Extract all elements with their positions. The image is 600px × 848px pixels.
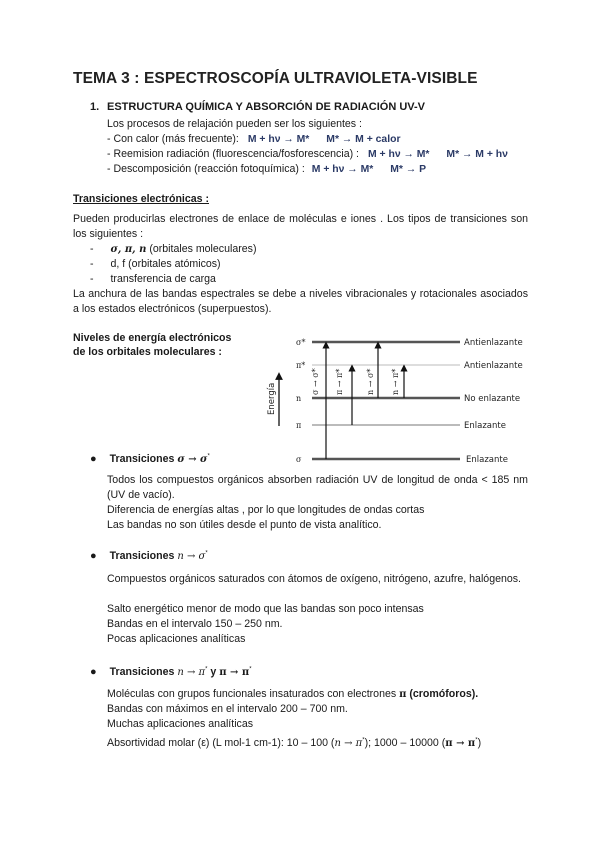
- transition-label: n → π*: [391, 368, 400, 395]
- level-label: Antienlazante: [464, 338, 523, 348]
- list-dash: -: [90, 243, 94, 255]
- process-row: [107, 147, 508, 162]
- list-item: [90, 257, 221, 272]
- level-label: Enlazante: [464, 421, 506, 431]
- orbital-symbols: σ, π, n: [110, 244, 147, 255]
- heading-conjunction: y: [207, 666, 220, 678]
- list-text: (orbitales moleculares): [149, 243, 257, 255]
- subsection-heading: Transiciones electrónicas :: [73, 193, 210, 205]
- text-line: Pocas aplicaciones analíticas: [107, 633, 246, 645]
- text-line: Bandas con máximos en el intervalo 200 – 700 nm.: [107, 703, 348, 715]
- text-line: Bandas en el intervalo 150 – 250 nm.: [107, 618, 283, 630]
- expression: n → π: [334, 738, 363, 749]
- star-superscript: *: [249, 666, 252, 673]
- process-label: - Reemision radiación (fluorescencia/fosforescencia) :: [107, 148, 360, 160]
- page-title: TEMA 3 : ESPECTROSCOPÍA ULTRAVIOLETA-VISIBLE: [73, 70, 478, 87]
- text-line: Las bandas no son útiles desde el punto de vista analítico.: [107, 519, 382, 531]
- list-item: [90, 272, 216, 287]
- heading-expression: σ → σ: [177, 454, 208, 465]
- process-row: [107, 132, 401, 147]
- star-superscript: *: [205, 550, 208, 557]
- text-line: Muchas aplicaciones analíticas: [107, 718, 254, 730]
- level-symbol: n: [296, 394, 302, 403]
- level-label: Enlazante: [466, 455, 508, 465]
- intro-text: Los procesos de relajación pueden ser los siguientes :: [107, 118, 362, 130]
- level-label: No enlazante: [464, 394, 521, 404]
- list-dash: -: [90, 273, 94, 285]
- heading-expression: n → σ: [177, 551, 206, 562]
- expression: π → π: [445, 738, 476, 749]
- process-equation: M* → P: [390, 164, 427, 175]
- star-superscript: *: [475, 737, 478, 744]
- bullet-heading: [90, 452, 210, 467]
- paragraph: La anchura de las bandas espectrales se debe a niveles vibracionales y rotacionales asociados a los estados electrónicos (superpuestos).: [73, 288, 528, 315]
- level-symbol: π*: [296, 361, 306, 370]
- star-superscript: *: [205, 666, 208, 673]
- level-symbol: σ: [296, 455, 302, 464]
- heading-expression: n → π: [177, 667, 206, 678]
- section-number: 1.: [90, 101, 100, 113]
- heading-word: Transiciones: [109, 550, 175, 562]
- bullet-heading: [90, 665, 252, 680]
- process-row: [107, 162, 426, 177]
- text-fragment: Moléculas con grupos funcionales insaturados con electrones: [107, 688, 400, 700]
- process-equation: M + hν → M*: [367, 149, 430, 160]
- diagram-caption: de los orbitales moleculares :: [73, 346, 222, 358]
- pi-symbol: π: [399, 689, 407, 700]
- text-line: [107, 736, 481, 751]
- text-fragment: ): [477, 737, 482, 749]
- text-fragment: Absortividad molar (ε) (L mol-1 cm-1): 10 – 100 (: [107, 737, 335, 749]
- paragraph: Todos los compuestos orgánicos absorben radiación UV de longitud de onda < 185 nm (UV de vacío).: [107, 474, 528, 501]
- bullet-icon: ●: [90, 453, 97, 465]
- heading-word: Transiciones: [109, 666, 175, 678]
- process-equation: M + hν → M*: [247, 134, 310, 145]
- level-label: Antienlazante: [464, 361, 523, 371]
- energy-axis-label: Energía: [267, 382, 277, 415]
- bold-fragment: (cromóforos).: [406, 688, 479, 700]
- bullet-icon: ●: [90, 550, 97, 562]
- process-label: - Con calor (más frecuente):: [107, 133, 239, 145]
- list-text: transferencia de carga: [110, 273, 216, 285]
- bullet-heading: [90, 549, 208, 564]
- process-equation: M + hν → M*: [311, 164, 374, 175]
- text-line: Salto energético menor de modo que las bandas son poco intensas: [107, 603, 424, 615]
- list-text: d, f (orbitales atómicos): [110, 258, 221, 270]
- list-dash: -: [90, 258, 94, 270]
- diagram-caption: Niveles de energía electrónicos: [73, 332, 232, 344]
- transition-label: π → π*: [335, 368, 344, 395]
- level-symbol: π: [296, 421, 302, 430]
- section-heading: ESTRUCTURA QUÍMICA Y ABSORCIÓN DE RADIACIÓN UV-V: [107, 101, 426, 113]
- text-line: Diferencia de energías altas , por lo que longitudes de ondas cortas: [107, 504, 425, 516]
- level-symbol: σ*: [296, 338, 306, 347]
- paragraph: Compuestos orgánicos saturados con átomos de oxígeno, nitrógeno, azufre, halógenos.: [107, 573, 522, 585]
- paragraph: Pueden producirlas electrones de enlace de moléculas e iones . Los tipos de transiciones son los siguientes :: [73, 213, 528, 240]
- transition-label: σ → σ*: [311, 368, 320, 395]
- text-line: [107, 687, 478, 702]
- transition-label: n → σ*: [366, 368, 375, 395]
- energy-level-diagram: [250, 328, 540, 466]
- process-equation: M* → M + hν: [446, 149, 508, 160]
- process-equation: M* → M + calor: [326, 134, 401, 145]
- star-superscript: *: [362, 737, 365, 744]
- heading-expression: π → π: [219, 667, 250, 678]
- text-fragment: ); 1000 – 10000 (: [364, 737, 446, 749]
- star-superscript: *: [207, 453, 210, 460]
- bullet-icon: ●: [90, 666, 97, 678]
- heading-word: Transiciones: [109, 453, 175, 465]
- process-label: - Descomposición (reacción fotoquímica) :: [107, 163, 305, 175]
- list-item: [90, 242, 256, 257]
